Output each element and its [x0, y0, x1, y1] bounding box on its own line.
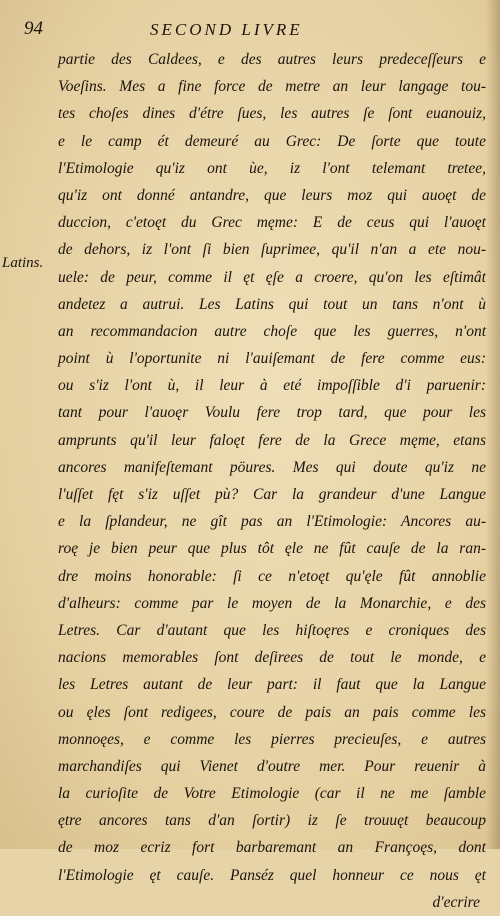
text-line: les Letres autant de leur part: il faut que la Langue	[58, 676, 486, 694]
text-line: l'Etimologie qu'iz ont ùe, iz l'ont telemant tretee,	[58, 159, 486, 177]
text-line: partie des Caldees, e des autres leurs predeceſſeurs e	[58, 51, 486, 68]
page-header	[0, 18, 500, 44]
text-line: ou s'iz l'ont ù, il leur à eté impoſſible d'i paruenir:	[58, 377, 486, 395]
text-line: l'Etimologie ęt cauſe. Panséz quel honneur ce nous ęt	[58, 866, 486, 884]
text-line: duccion, c'etoęt du Grec męme: E de ceus qui l'auoęt	[58, 214, 486, 232]
spine-shadow	[486, 0, 500, 849]
text-line: roę je bien peur que plus tôt ęle ne fût cauſe de la ran-	[58, 540, 486, 558]
text-line: tes choſes dines d'étre ſues, les autres ſe ſont euanouiz,	[58, 105, 486, 123]
text-line: amprunts qu'il leur faloęt fere de la Grece męme, etans	[58, 431, 486, 449]
text-line: Letres. Car d'autant que les hiſtoęres e croniques des	[58, 621, 486, 639]
text-line: dre moins honorable: ſi ce n'etoęt qu'ęle fût annoblie	[58, 567, 486, 585]
text-line: tant pour l'auoęr Voulu fere trop tard, que pour les	[58, 404, 486, 422]
text-line: nacions memorables ſont deſirees de tout le monde, e	[58, 649, 486, 667]
text-line: d'ecrire	[432, 893, 480, 911]
margin-note: Latins.	[2, 255, 44, 271]
text-line: qu'iz ont donné antandre, que leurs moz qui auoęt de	[58, 186, 486, 204]
text-line: e le camp ét demeuré au Grec: De ſorte que toute	[58, 132, 486, 150]
text-line: ętre ancores tans d'an ſortir) iz ſe trouuęt beaucoup	[58, 812, 486, 830]
text-line: la curioſite de Votre Etimologie (car il ne me ſamble	[58, 785, 486, 803]
text-line: l'uſſet fęt s'iz uſſet pù? Car la grandeur d'une Langue	[58, 486, 486, 503]
text-line: monnoęes, e comme les pierres precieuſes, e autres	[58, 730, 486, 748]
text-line: uele: de peur, comme il ęt ęſe a croere, qu'on les eſtimât	[58, 268, 486, 286]
text-line: an recommandacion autre choſe que les guerres, n'ont	[58, 322, 486, 340]
text-line: de dehors, iz l'ont ſi bien ſuprimee, qu'il n'an a ete nou-	[58, 241, 486, 259]
text-line: Voeſins. Mes a fine force de metre an leur langage tou-	[58, 78, 486, 96]
text-line: ancores manifeſtemant pöures. Mes qui doute qu'iz ne	[58, 458, 486, 476]
running-head: SECOND LIVRE	[150, 20, 303, 39]
text-line: de moz ecriz fort barbaremant an Françoęs, dont	[58, 839, 486, 857]
text-body	[58, 46, 486, 916]
text-line: d'alheurs: comme par le moyen de la Monarchie, e des	[58, 594, 486, 612]
text-line: marchandiſes qui Vienet d'outre mer. Pour reuenir à	[58, 757, 486, 775]
text-line: andetez a autrui. Les Latins qui tout un tans n'ont ù	[58, 295, 486, 313]
text-line: point ù l'oportunite ni l'auiſemant de fere comme eus:	[58, 350, 486, 368]
text-line: ou ęles ſont redigees, coure de pais an pais comme les	[58, 703, 486, 721]
page-number: 94	[24, 18, 43, 39]
text-line: e la ſplandeur, ne gît pas an l'Etimologie: Ancores au-	[58, 513, 486, 531]
